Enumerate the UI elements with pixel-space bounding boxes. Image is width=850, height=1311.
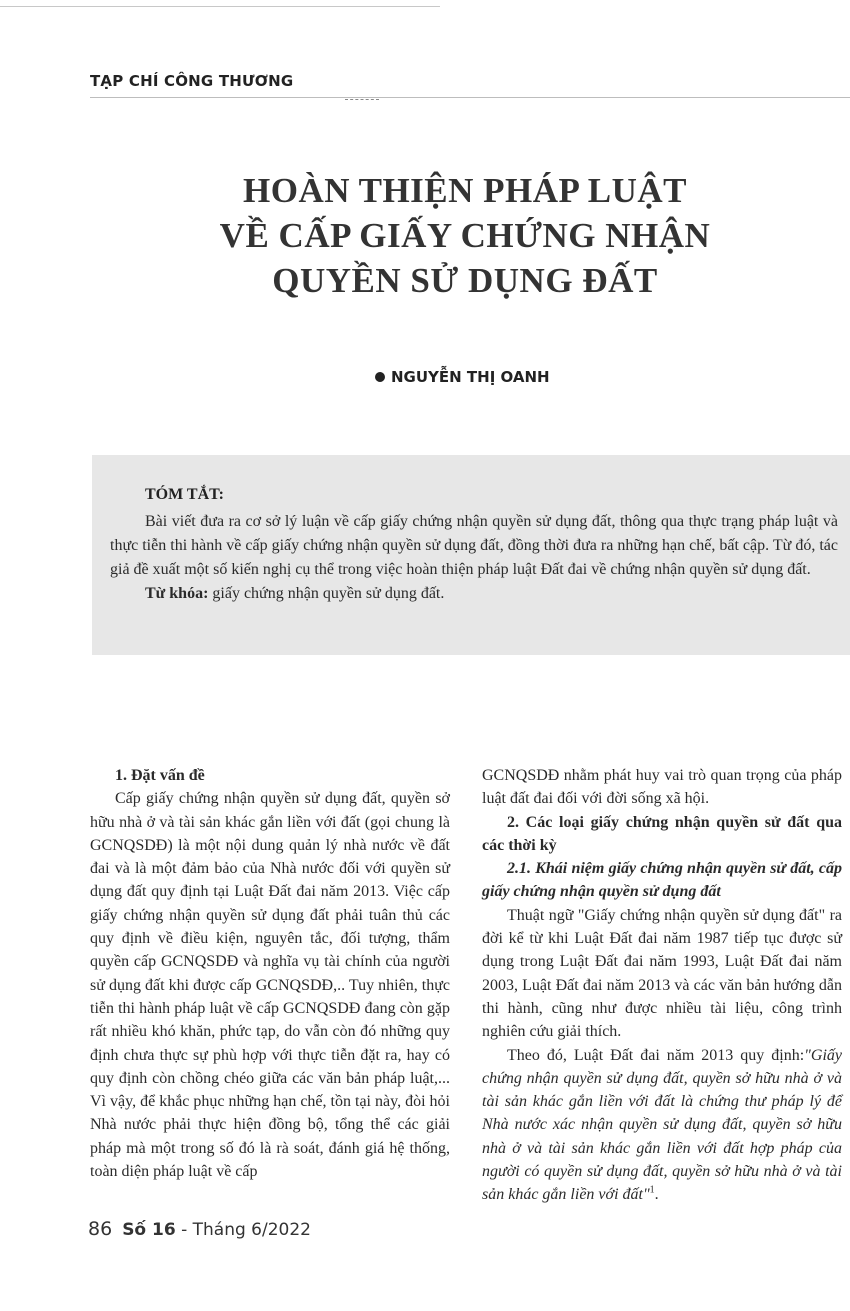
keywords-label: Từ khóa: — [145, 585, 209, 602]
title-line-3: QUYỀN SỬ DỤNG ĐẤT — [272, 261, 658, 300]
issue-label: Số 16 — [122, 1220, 176, 1240]
paragraph-2-end: . — [654, 1186, 659, 1204]
article-title — [100, 168, 830, 303]
paragraph-1: Thuật ngữ "Giấy chứng nhận quyền sử dụng đất" ra đời kể từ khi Luật Đất đai năm 1987 tiếp tục được sử dụng trong Luật Đất đai năm 1993, Luật Đất đai năm 2003, Luật Đất đai năm 2013 và các văn bản hướng dẫn thi hành, cũng như được nhiều tài liệu, công trình nghiên cứu giải thích. — [482, 906, 842, 1041]
paragraph-2 — [482, 1044, 842, 1207]
continuation-paragraph: GCNQSDĐ nhằm phát huy vai trò quan trọng của pháp luật đất đai đối với đời sống xã hội. — [482, 767, 842, 808]
page-footer — [88, 1218, 311, 1240]
right-column — [482, 764, 842, 1207]
keywords-value: giấy chứng nhận quyền sử dụng đất. — [208, 585, 445, 602]
abstract-keywords — [110, 582, 838, 606]
date-label: - Tháng 6/2022 — [175, 1220, 311, 1240]
author-byline — [375, 368, 550, 386]
journal-name: TẠP CHÍ CÔNG THƯƠNG — [90, 72, 294, 90]
abstract-heading: TÓM TẮT: — [145, 486, 224, 503]
legal-quote: "Giấy chứng nhận quyền sử dụng đất, quyền sở hữu nhà ở và tài sản khác gắn liền với đất là chứng thư pháp lý để Nhà nước xác nhận quyền sử dụng đất, quyền sở hữu nhà ở và tài sản khác gắn liền với đất hợp pháp của người có quyền sử dụng đất, quyền sở hữu nhà ở và tài sản khác gắn liền với đất" — [482, 1046, 842, 1204]
paragraph-2-lead: Theo đó, Luật Đất đai năm 2013 quy định: — [507, 1046, 805, 1064]
title-line-2: VỀ CẤP GIẤY CHỨNG NHẬN — [219, 216, 711, 255]
abstract-text — [110, 510, 838, 606]
left-column — [90, 764, 450, 1183]
subsection-2-1-heading: 2.1. Khái niệm giấy chứng nhận quyền sử đất, cấp giấy chứng nhận quyền sử dụng đất — [482, 860, 842, 901]
top-rule — [0, 6, 440, 7]
author-name: NGUYỄN THỊ OANH — [391, 368, 550, 386]
header-rule — [90, 97, 850, 98]
abstract-body: Bài viết đưa ra cơ sở lý luận về cấp giấy chứng nhận quyền sử dụng đất, thông qua thực trạng pháp luật và thực tiễn thi hành về cấp giấy chứng nhận quyền sử dụng đất, đồng thời đưa ra những hạn chế, bất cập. Từ đó, tác giả đề xuất một số kiến nghị cụ thể trong việc hoàn thiện pháp luật Đất đai về chứng nhận quyền sử dụng đất. — [110, 513, 838, 578]
title-line-1: HOÀN THIỆN PHÁP LUẬT — [243, 171, 687, 210]
section-2-heading: 2. Các loại giấy chứng nhận quyền sử đất qua các thời kỳ — [482, 813, 842, 854]
section-1-heading: 1. Đặt vấn đề — [115, 767, 205, 784]
page-number: 86 — [88, 1218, 113, 1240]
header-dashes — [345, 99, 379, 101]
footnote-ref[interactable]: 1 — [649, 1185, 655, 1197]
bullet-icon — [375, 372, 385, 382]
section-1-body: Cấp giấy chứng nhận quyền sử dụng đất, quyền sở hữu nhà ở và tài sản khác gắn liền với đất (gọi chung là GCNQSDĐ) là một nội dung quản lý nhà nước về đất đai và là một đảm bảo của Nhà nước đối với quyền sử dụng đất quy định tại Luật Đất đai năm 2013. Việc cấp giấy chứng nhận quyền sử dụng đất phải tuân thủ các quy định về điều kiện, nguyên tắc, đối tượng, thẩm quyền cấp GCNQSDĐ và nghĩa vụ tài chính của người sử dụng đất khi được cấp GCNQSDĐ,.. Tuy nhiên, thực tiễn thi hành pháp luật về cấp GCNQSDĐ đang còn gặp rất nhiều khó khăn, phức tạp, do vẫn còn đó những quy định chưa thực sự phù hợp với thực tiễn đặt ra, hay có quy định còn chồng chéo giữa các văn bản pháp luật,... Vì vậy, để khắc phục những hạn chế, tồn tại này, đòi hỏi Nhà nước phải thực hiện đồng bộ, tổng thể các giải pháp mà một trong số đó là rà soát, đánh giá hệ thống, toàn diện pháp luật về cấp — [90, 790, 450, 1181]
